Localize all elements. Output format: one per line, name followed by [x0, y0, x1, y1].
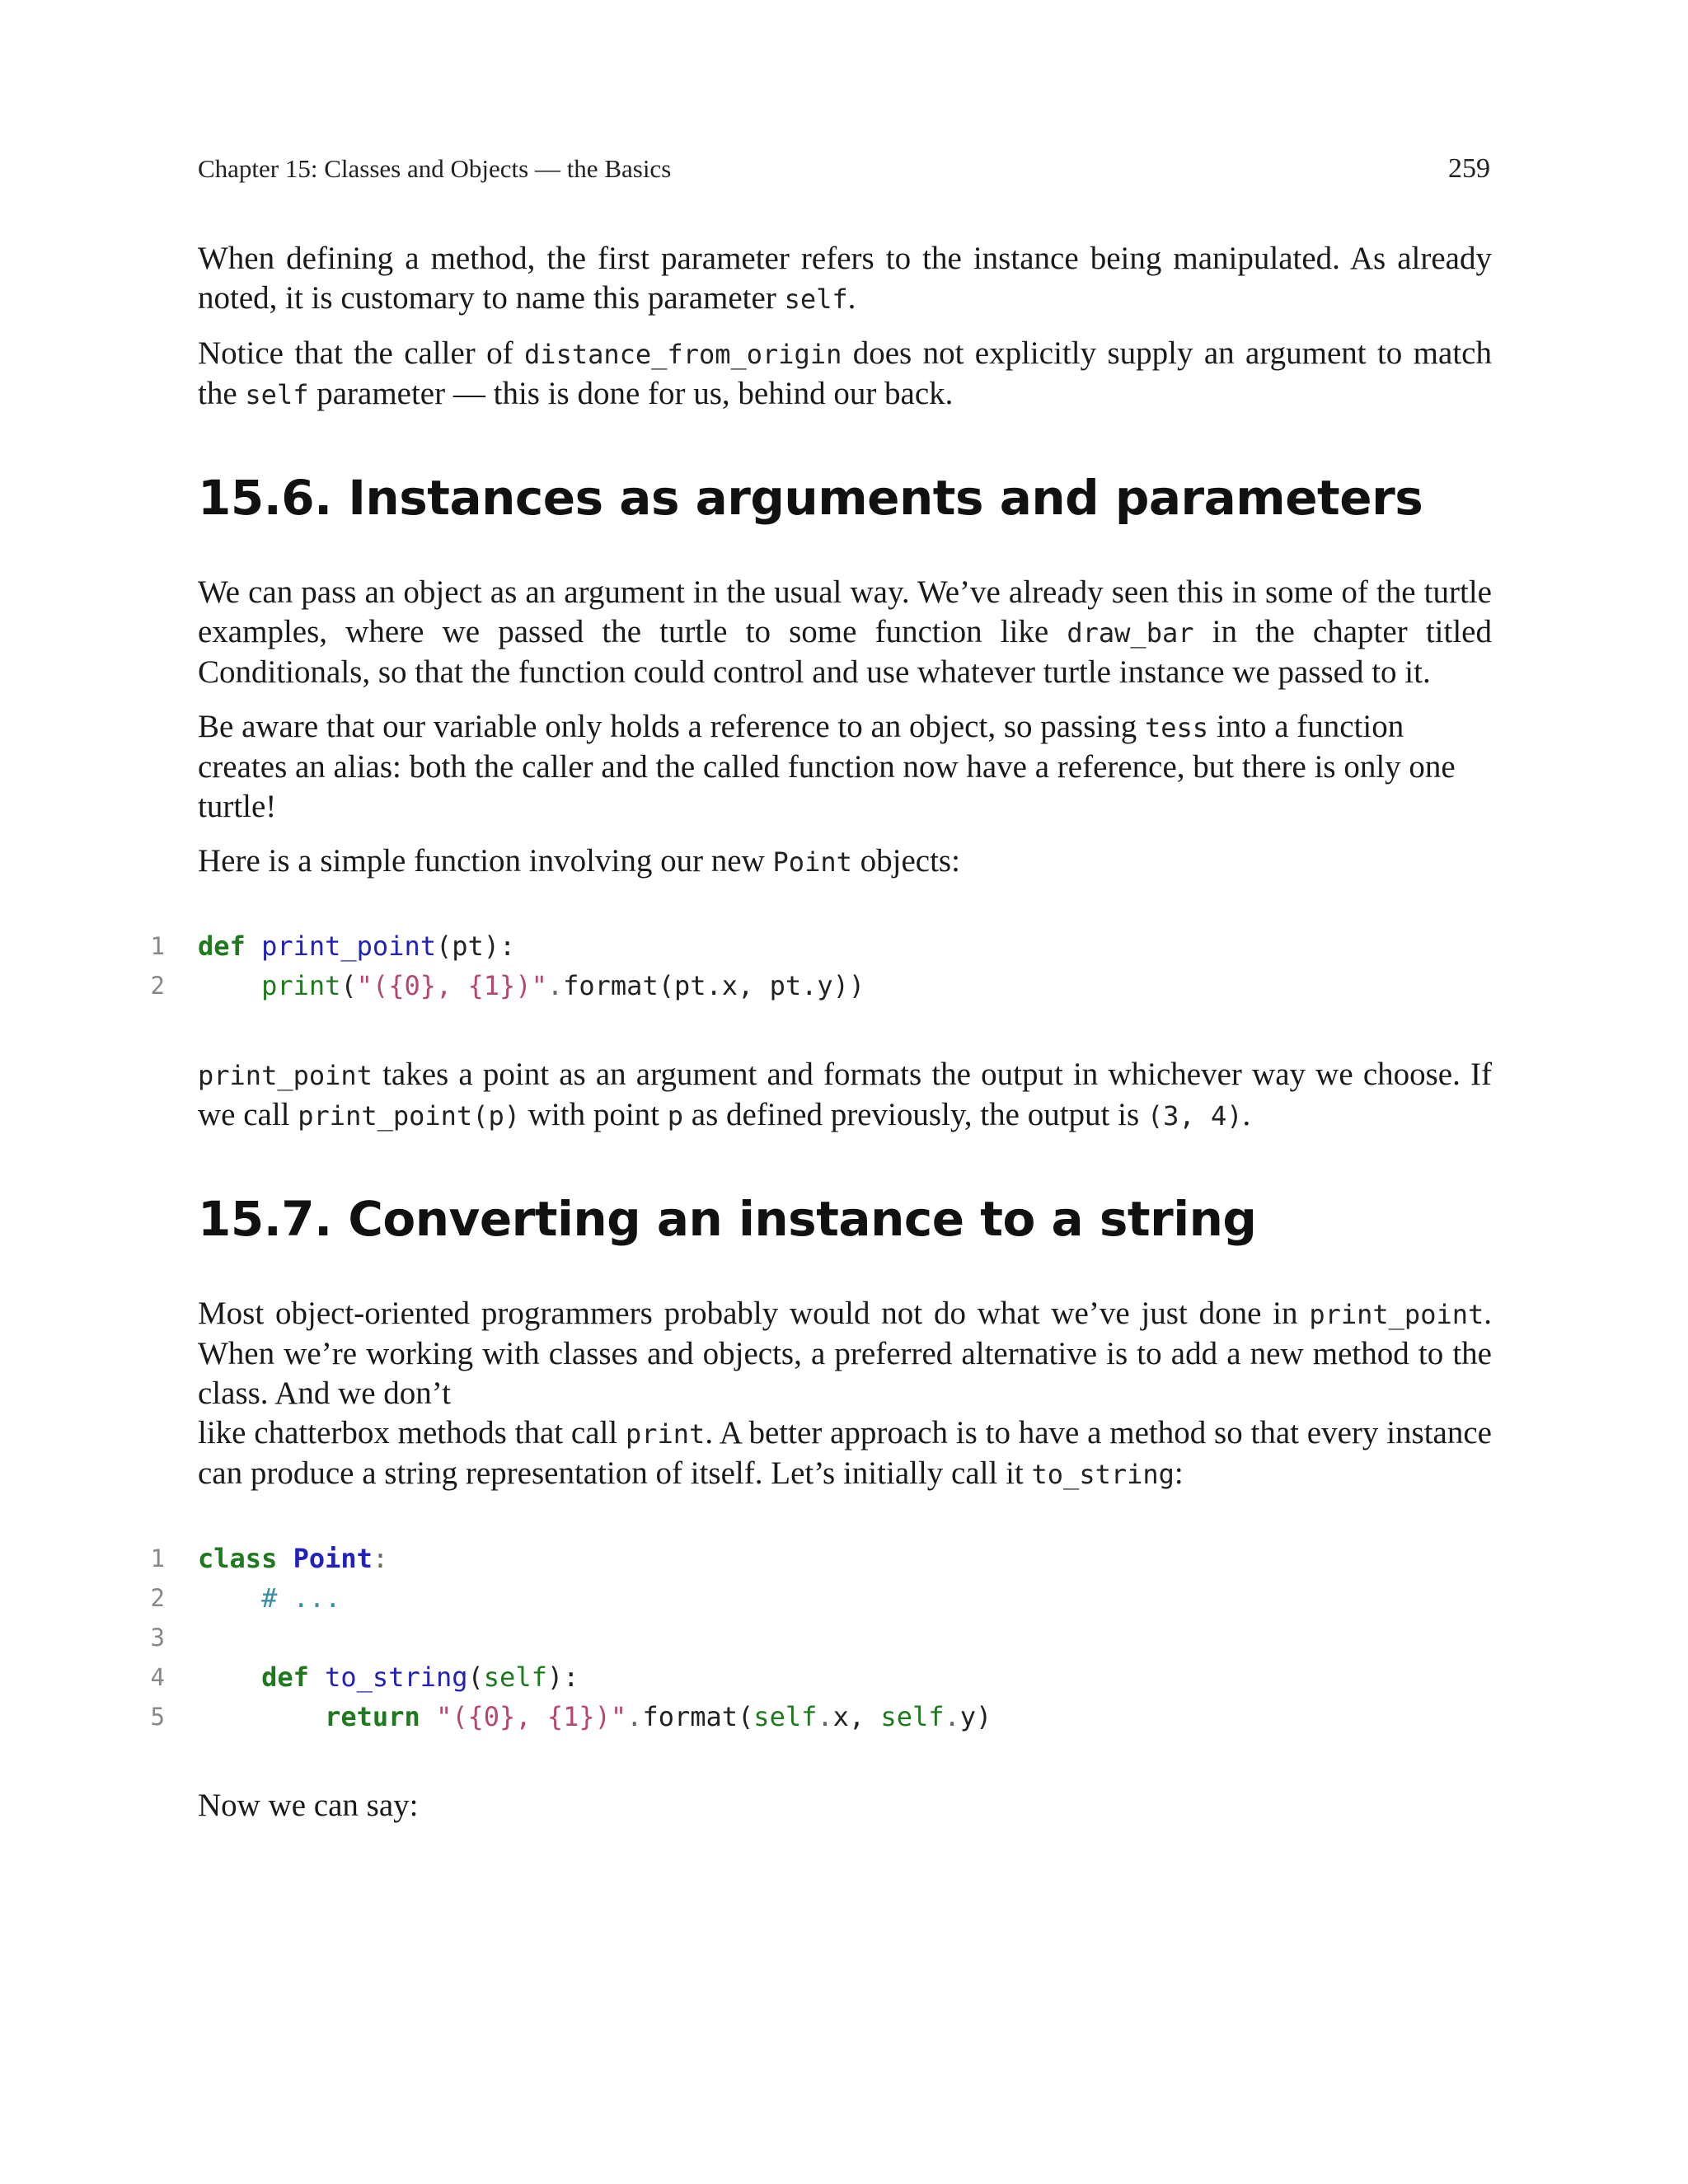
code-operator: . — [626, 1701, 643, 1732]
code-block-to-string — [150, 1539, 1492, 1736]
text: . — [1242, 1097, 1251, 1132]
code-indent — [198, 1582, 261, 1614]
paragraph-alias — [198, 707, 1492, 827]
line-number: 1 — [150, 932, 165, 960]
inline-code: self — [245, 379, 309, 410]
text: Most object-oriented programmers probably would not do what we’ve just done in — [198, 1296, 1310, 1331]
paragraph-chatterbox — [198, 1413, 1492, 1494]
inline-code: Point — [772, 846, 852, 878]
code-comment: # ... — [261, 1582, 341, 1614]
text: Notice that the caller of — [198, 335, 525, 371]
code-keyword: def — [198, 930, 246, 962]
code-indent — [198, 1701, 325, 1732]
text: When defining a method, the first parameter refers to the instance being manipulated. As already noted, it is customary to name this parameter — [198, 241, 1492, 316]
text: Be aware that our variable only holds a reference to an object, so passing — [198, 709, 1145, 744]
page-content — [150, 239, 1492, 1840]
section-heading-15-6: 15.6. Instances as arguments and parameters — [198, 470, 1423, 526]
code-text: x, — [832, 1701, 881, 1732]
code-function-name: print_point — [261, 930, 436, 962]
paragraph-print-point-output — [198, 1055, 1492, 1136]
code-operator: . — [546, 970, 564, 1001]
inline-code: distance_from_origin — [524, 339, 842, 370]
text: . — [847, 280, 856, 316]
code-line — [150, 1539, 1492, 1578]
code-text: format( — [642, 1701, 754, 1732]
code-operator: : — [372, 1543, 389, 1574]
inline-code: print_point(p) — [298, 1100, 520, 1132]
text: like chatterbox methods that call — [198, 1415, 626, 1451]
code-operator: . — [944, 1701, 960, 1732]
text: Here is a simple function involving our new — [198, 843, 773, 879]
text: objects: — [851, 843, 960, 879]
inline-code: p — [667, 1100, 684, 1132]
code-text: ( — [467, 1661, 484, 1693]
code-keyword: def — [261, 1661, 309, 1693]
code-line — [150, 1657, 1492, 1697]
code-function-name: to_string — [325, 1661, 468, 1693]
line-number: 1 — [150, 1544, 165, 1572]
section-heading-15-7: 15.7. Converting an instance to a string — [198, 1191, 1257, 1247]
inline-code: print_point — [198, 1060, 373, 1091]
text: parameter — this is done for us, behind our back. — [308, 376, 954, 411]
code-block-print-point — [150, 926, 1492, 1005]
code-text: format(pt.x, pt.y)) — [563, 970, 865, 1001]
text: : — [1174, 1455, 1184, 1491]
code-text: ( — [340, 970, 357, 1001]
code-builtin: print — [261, 970, 341, 1001]
text: with point — [519, 1097, 668, 1132]
chapter-title: Chapter 15: Classes and Objects — the Basics — [198, 154, 672, 183]
inline-code: to_string — [1031, 1459, 1175, 1490]
text: as defined previously, the output is — [683, 1097, 1147, 1132]
inline-code: self — [784, 284, 848, 315]
line-number: 3 — [150, 1624, 165, 1652]
code-text: y) — [959, 1701, 992, 1732]
paragraph-caller-note — [198, 334, 1492, 415]
line-number: 2 — [150, 972, 165, 1000]
code-self: self — [880, 1701, 945, 1732]
line-number: 5 — [150, 1703, 165, 1731]
text: in the chapter titled Conditionals, so that the function could control and use whatever turtle instance we passed to it. — [198, 614, 1492, 690]
running-header — [198, 153, 1490, 185]
code-indent — [198, 1661, 261, 1693]
text: into a function creates an alias: both the caller and the called function now have a reference, but there is only one turtle! — [198, 709, 1456, 824]
code-string: "({0}, {1})" — [435, 1701, 627, 1732]
code-self: self — [753, 1701, 818, 1732]
text: We can pass an object as an argument in the usual way. We’ve already seen this in some of the turtle examples, where we passed the turtle to some function like — [198, 574, 1492, 649]
paragraph-pass-object — [198, 573, 1492, 692]
text: . A better approach is to have a method so that every instance can produce a string representation of itself. Let’s initially call it — [198, 1415, 1492, 1491]
code-line — [150, 1697, 1492, 1736]
code-indent — [198, 970, 261, 1001]
code-string: "({0}, {1})" — [356, 970, 547, 1001]
code-keyword: class — [198, 1543, 278, 1574]
line-number: 2 — [150, 1584, 165, 1612]
code-line — [150, 1618, 1492, 1657]
inline-code: tess — [1145, 712, 1209, 743]
code-text: (pt): — [435, 930, 516, 962]
code-text: ): — [546, 1661, 579, 1693]
inline-code: (3, 4) — [1146, 1100, 1243, 1132]
inline-code: print_point — [1309, 1299, 1484, 1330]
paragraph-now-we-can-say: Now we can say: — [198, 1788, 419, 1823]
code-line — [150, 926, 1492, 966]
code-class-name: Point — [293, 1543, 373, 1574]
inline-code: print — [625, 1418, 706, 1450]
line-number: 4 — [150, 1663, 165, 1691]
text: . When we’re working with classes and objects, a preferred alternative is to add a new method to the class. And we don’t — [198, 1296, 1492, 1411]
text: does not explicitly supply an argument to match the — [198, 335, 1492, 411]
code-self: self — [483, 1661, 547, 1693]
text: takes a point as an argument and formats the output in whichever way we choose. If we call — [198, 1057, 1492, 1132]
paragraph-simple-function — [198, 841, 1492, 882]
code-line — [150, 1578, 1492, 1618]
code-operator: . — [817, 1701, 833, 1732]
inline-code: draw_bar — [1067, 617, 1194, 649]
page-number: 259 — [1448, 153, 1490, 184]
paragraph-self-parameter — [198, 239, 1492, 319]
paragraph-oop-alternative — [198, 1294, 1492, 1413]
code-line — [150, 966, 1492, 1005]
code-keyword: return — [325, 1701, 420, 1732]
